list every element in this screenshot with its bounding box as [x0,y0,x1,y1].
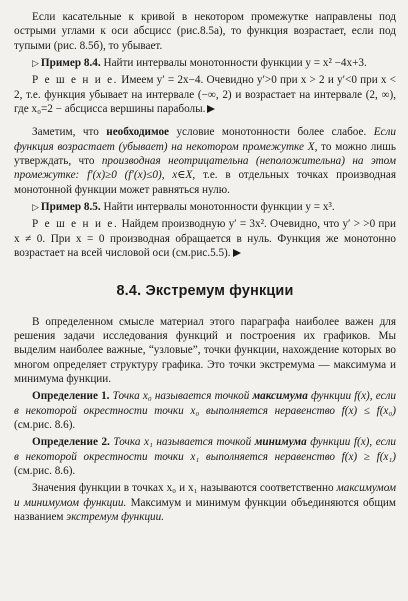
end-of-proof-icon [207,105,215,113]
solution-label: Р е ш е н и е. [32,74,119,87]
final-text-b: Максимум и минимум функции объединяются общим названием [14,496,397,523]
definition-1 [14,389,396,432]
final-italic-2: экстремум функции. [66,510,165,523]
definition-2-text-a: Точка x₁ называется точкой [113,436,252,449]
definition-1-text-a: Точка x₀ называется точкой [112,390,250,403]
final-text-a: Значения функции в точках x₀ и x₁ называются соответственно [32,482,334,495]
triangle-marker-icon: ▷ [32,57,39,68]
note-formula: f′(x)≥0 (f′(x)≤0), x∈X, [87,169,196,182]
note-end: т.е. в отдельных точках производная монотонной функции может равняться нулю. [14,169,397,196]
note-start: Заметим, что [32,126,99,139]
triangle-marker-icon: ▷ [32,201,39,212]
section-title: 8.4. Экстремум функции [116,283,294,300]
definition-2-term: минимума [254,436,307,449]
example-8-5-label: Пример 8.5. [40,200,101,213]
solution-8-5-text: Найдем производную y′ = 3x². Очевидно, что y′ > >0 при x ≠ 0. При x = 0 производная обращается в нуль. Функция же монотонно возрастает на всей числовой оси (см.рис.5.5). [14,218,397,259]
final-italic-1: максимумом и минимумом функции. [14,482,396,509]
example-8-4 [14,56,396,70]
example-8-4-label: Пример 8.4. [40,56,101,69]
definition-1-label: Определение 1. [32,390,110,403]
definition-1-ref: (см.рис. 8.6). [14,418,76,431]
paragraph-tangent-direction: Если касательные к кривой в некотором промежутке направлены под острыми углами к оси абсцисс (рис.8.5а), то функция возрастает, если под тупыми (рис. 8.5б), то убывает. [14,11,396,52]
definition-2-label: Определение 2. [32,436,110,449]
note-mid-2: то можно лишь утверждать, что [14,140,397,167]
note-italic-1: Если функция возрастает (убывает) на некотором промежутке X, [14,126,396,153]
note-italic-2: производная неотрицательна (неположительна) на этом промежутке: [14,154,396,182]
note-bold-term: необходимое [106,126,169,139]
paragraph-extremum [14,481,396,524]
note-mid: условие монотонности более слабое. [176,126,367,139]
solution-label: Р е ш е н и е. [32,218,119,231]
solution-8-4-text: Имеем y′ = 2x−4. Очевидно y′>0 при x > 2 и y′<0 при x < 2, т.е. функция убывает на интервале (−∞, 2) и возрастает на интервале (2, ∞), где x₀=2 − абсцисса вершины параболы. [14,74,396,115]
end-of-proof-icon [233,249,241,257]
definition-2-ref: (см.рис. 8.6). [14,464,76,477]
solution-8-5 [14,217,396,260]
definition-2-text-b: функции f(x), если в некоторой окрестности точки x₁ выполняется неравенство f(x) ≥ f(x₁) [14,436,397,463]
paragraph-necessary-condition [14,125,396,197]
solution-8-4 [14,73,396,116]
definition-1-text-b: функции f(x), если в некоторой окрестности точки x₀ выполняется неравенство f(x) ≤ f(x₀) [14,390,397,417]
example-8-5-text: Найти интервалы монотонности функции y = x³. [103,200,335,213]
example-8-4-text: Найти интервалы монотонности функции y = x² −4x+3. [103,56,367,69]
definition-1-term: максимума [252,390,308,403]
section-intro: В определенном смысле материал этого параграфа наиболее важен для решения задачи исследования функций и построения их графиков. Мы выделим наиболее важные, “узловые”, точки функции, нахождение которых во многом определяет структуру графика. Это точки экстремума — максимума и минимума функции. [14,315,396,385]
definition-2 [14,435,396,478]
example-8-5 [14,200,396,214]
